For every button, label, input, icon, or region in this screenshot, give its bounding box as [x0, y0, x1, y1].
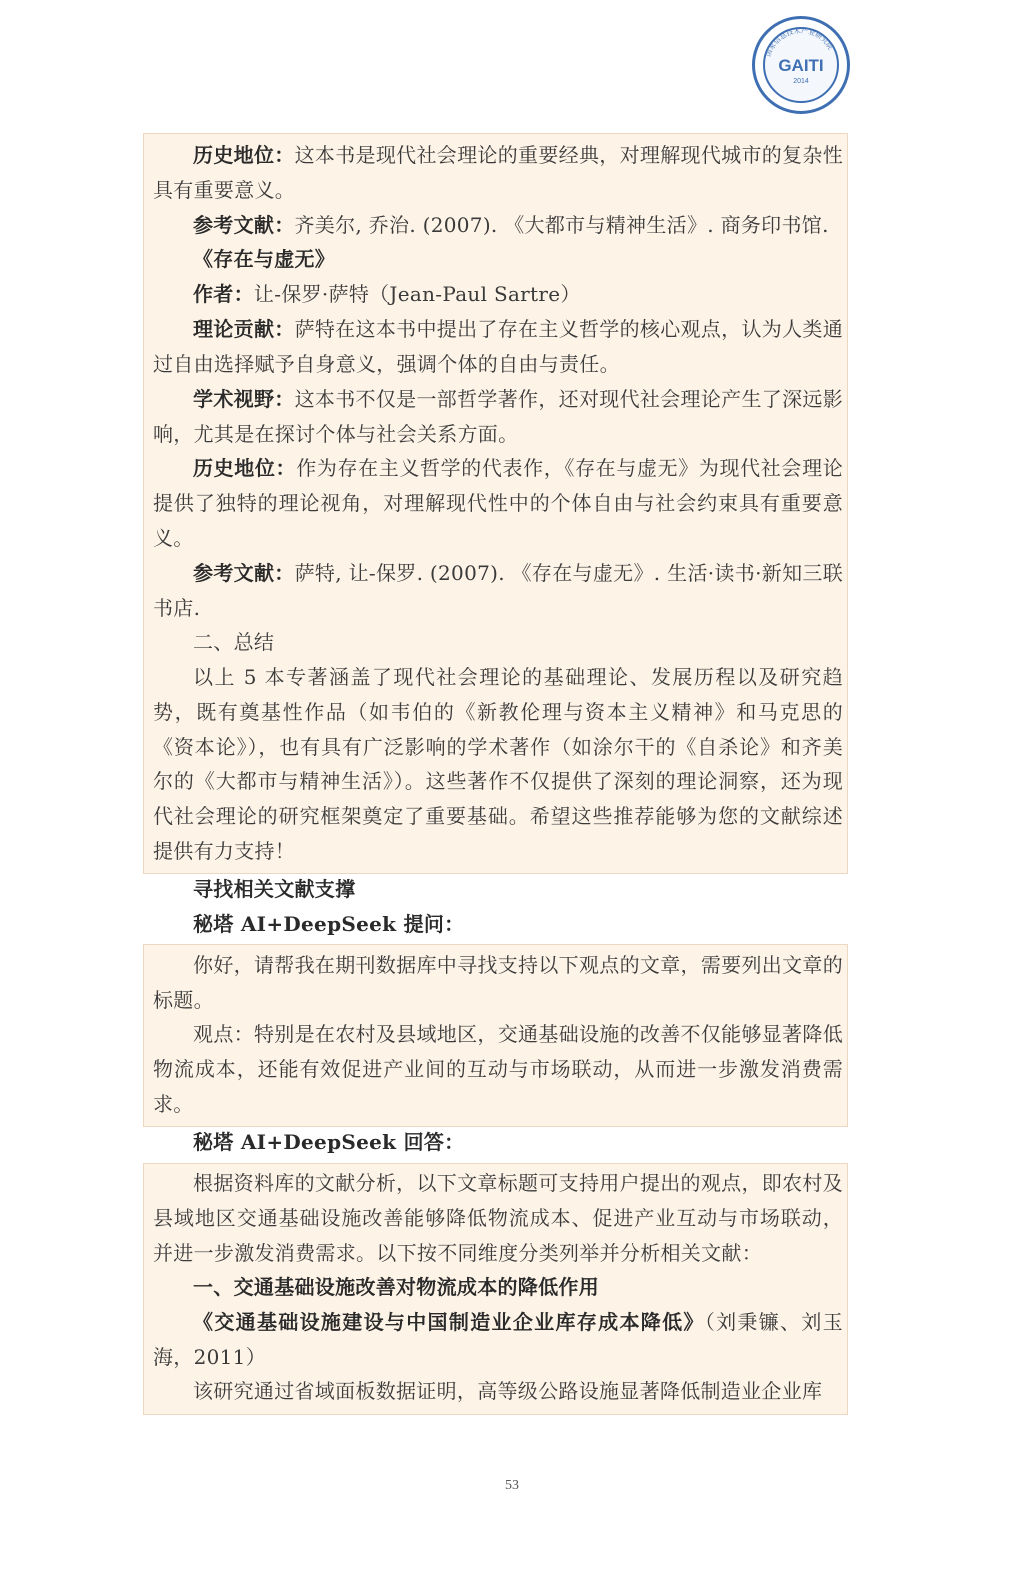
history2-paragraph: 历史地位：作为存在主义哲学的代表作，《存在与虚无》为现代社会理论提供了独特的理论视角，对理解现代性中的个体自由与社会约束具有重要意义。 [153, 456, 844, 550]
answer-heading: 一、交通基础设施改善对物流成本的降低作用 [193, 1275, 599, 1299]
question-label: 秘塔 AI+DeepSeek 提问： [193, 912, 465, 936]
answer-intro: 根据资料库的文献分析，以下文章标题可支持用户提出的观点，即农村及县域地区交通基础设施改善能够降低物流成本、促进产业互动与市场联动，并进一步激发消费需求。以下按不同维度分类列举并分析相关文献： [153, 1171, 843, 1265]
answer-label: 秘塔 AI+DeepSeek 回答： [193, 1130, 465, 1154]
question-paragraph-2: 观点：特别是在农村及县域地区，交通基础设施的改善不仅能够显著降低物流成本，还能有效促进产业间的互动与市场联动，从而进一步激发消费需求。 [153, 1022, 843, 1116]
gaiti-logo [752, 16, 850, 114]
logo-year: 2014 [793, 78, 809, 85]
paper-description: 该研究通过省域面板数据证明，高等级公路设施显著降低制造业企业库 [193, 1379, 823, 1403]
vision-paragraph: 学术视野：这本书不仅是一部哲学著作，还对现代社会理论产生了深远影响，尤其是在探讨个体与社会关系方面。 [153, 387, 844, 446]
logo-emblem-icon [755, 19, 847, 111]
paper-citation: 《交通基础设施建设与中国制造业企业库存成本降低》（刘秉镰、刘玉海，2011） [153, 1310, 843, 1369]
book-title: 《存在与虚无》 [193, 247, 336, 271]
summary-heading: 二、总结 [193, 630, 275, 654]
logo-text: GAITI [778, 56, 824, 75]
theory-paragraph: 理论贡献：萨特在这本书中提出了存在主义哲学的核心观点，认为人类通过自由选择赋予自身意义，强调个体的自由与责任。 [153, 317, 844, 376]
history-paragraph: 历史地位：这本书是现代社会理论的重要经典，对理解现代城市的复杂性具有重要意义。 [153, 143, 844, 202]
reference-paragraph: 参考文献：齐美尔, 乔治. (2007). 《大都市与精神生活》. 商务印书馆. [193, 213, 829, 237]
reference2-paragraph: 参考文献：萨特, 让-保罗. (2007). 《存在与虚无》. 生活·读书·新知三联书店. [153, 561, 844, 620]
section-title: 寻找相关文献支撑 [193, 877, 356, 901]
summary-paragraph: 以上 5 本专著涵盖了现代社会理论的基础理论、发展历程以及研究趋势，既有奠基性作品（如韦伯的《新教伦理与资本主义精神》和马克思的《资本论》），也有具有广泛影响的学术著作（如涂尔干的《自杀论》和齐美尔的《大都市与精神生活》）。这些著作不仅提供了深刻的理论洞察，还为现代社会理论的研究框架奠定了重要基础。希望这些推荐能够为您的文献综述提供有力支持！ [153, 665, 843, 863]
page-number: 53 [505, 1478, 519, 1493]
logo-ring-text: 国家信息技术产业研究院 [764, 26, 835, 58]
question-paragraph-1: 你好，请帮我在期刊数据库中寻找支持以下观点的文章，需要列出文章的标题。 [153, 953, 843, 1012]
author-paragraph: 作者：让-保罗·萨特（Jean-Paul Sartre） [193, 282, 581, 306]
